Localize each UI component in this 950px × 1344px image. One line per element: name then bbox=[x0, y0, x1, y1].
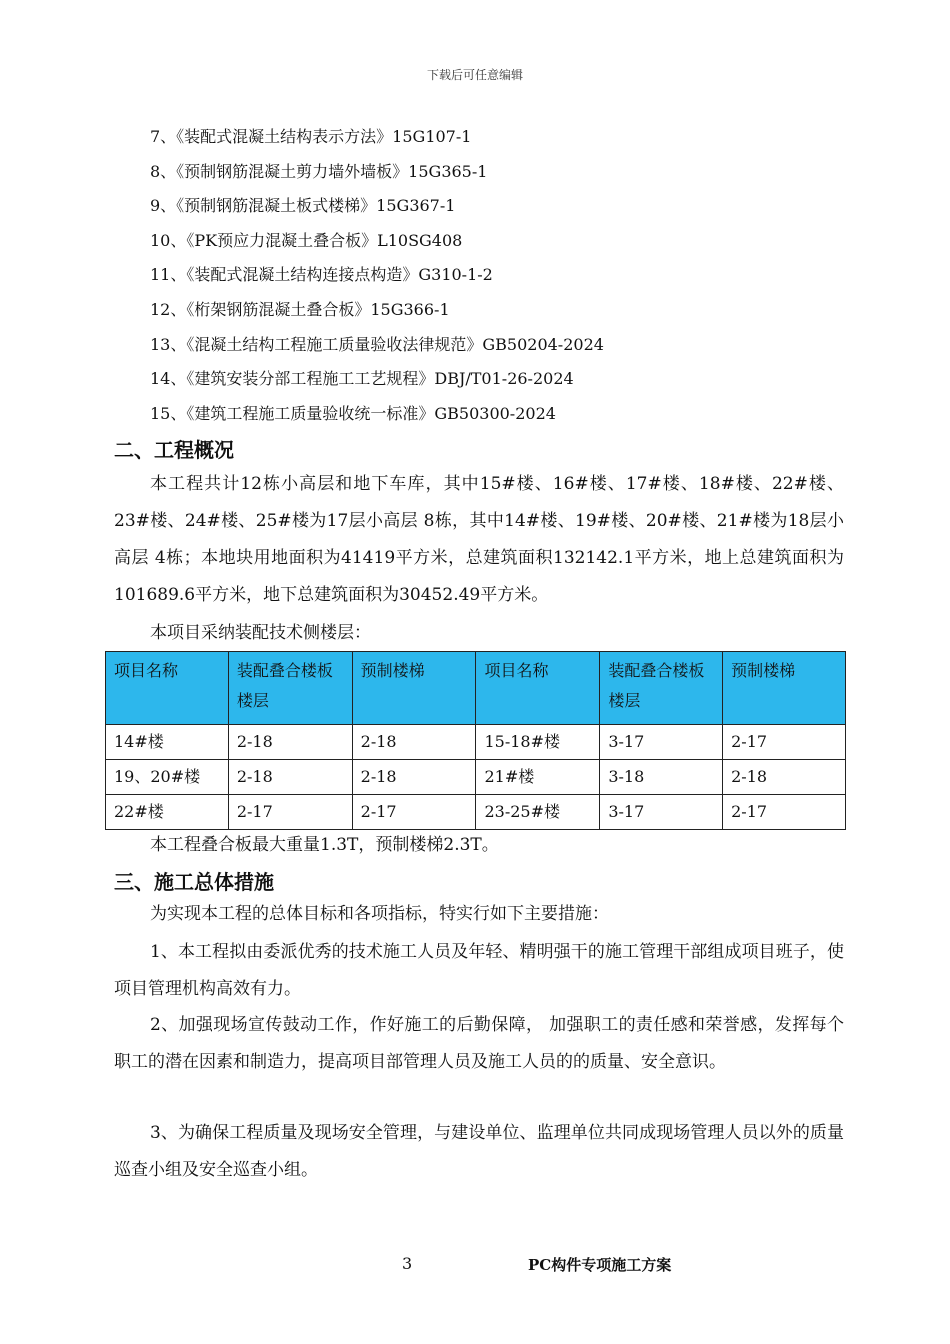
footer-doc-title: PC构件专项施工方案 bbox=[528, 1256, 672, 1274]
table-cell: 22#楼 bbox=[106, 795, 229, 830]
section-heading-measures: 三、施工总体措施 bbox=[114, 870, 274, 894]
table-cell: 2-18 bbox=[228, 760, 352, 795]
reference-item: 8、《预制钢筋混凝土剪力墙外墙板》15G365-1 bbox=[150, 161, 488, 181]
table-cell: 19、20#楼 bbox=[106, 760, 229, 795]
table-cell: 3-17 bbox=[600, 725, 723, 760]
measure-item: 2、加强现场宣传鼓动工作，作好施工的后勤保障， 加强职工的责任感和荣誉感，发挥每个职工的潜在因素和制造力，提高项目部管理人员及施工人员的的质量、安全意识。 bbox=[114, 1015, 844, 1072]
measure-item: 1、本工程拟由委派优秀的技术施工人员及年轻、精明强干的施工管理干部组成项目班子，使项目管理机构高效有力。 bbox=[114, 942, 844, 999]
table-cell: 2-17 bbox=[228, 795, 352, 830]
table-header-cell: 预制楼梯 bbox=[723, 652, 846, 725]
table-cell: 21#楼 bbox=[476, 760, 600, 795]
table-header-cell: 项目名称 bbox=[476, 652, 600, 725]
table-cell: 2-17 bbox=[352, 795, 476, 830]
table-header-row bbox=[106, 652, 846, 725]
reference-item: 7、《装配式混凝土结构表示方法》15G107-1 bbox=[150, 127, 472, 146]
table-cell: 2-18 bbox=[352, 760, 476, 795]
table-cell: 2-18 bbox=[352, 725, 476, 760]
table-cell: 23-25#楼 bbox=[476, 795, 600, 830]
table-cell: 2-17 bbox=[723, 795, 846, 830]
page-header-note: 下载后可任意编辑 bbox=[426, 68, 523, 82]
overview-paragraph: 本工程共计12栋小高层和地下车库，其中15#楼、16#楼、17#楼、18#楼、22#楼、23#楼、24#楼、25#楼为17层小高层 8栋，其中14#楼、19#楼、20#楼、21#楼为18层小高层 4栋；本地块用地面积为41419平方米，总建筑面积132142.1平方米，地上总建筑面积为101689.6平方米，地下总建筑面积为30452.49平方米。 bbox=[114, 474, 844, 605]
table-header-cell: 项目名称 bbox=[106, 652, 229, 725]
table-cell: 2-17 bbox=[723, 725, 846, 760]
table-header-cell: 装配叠合楼板楼层 bbox=[228, 652, 352, 725]
reference-list bbox=[150, 124, 604, 435]
reference-item: 9、《预制钢筋混凝土板式楼梯》15G367-1 bbox=[150, 196, 456, 216]
measures-intro: 为实现本工程的总体目标和各项指标，特实行如下主要措施： bbox=[150, 904, 609, 924]
table-row bbox=[106, 760, 846, 795]
reference-item: 14、《建筑安装分部工程施工工艺规程》DBJ/T01-26-2024 bbox=[150, 369, 574, 389]
section-heading-overview: 二、工程概况 bbox=[114, 438, 234, 462]
table-row bbox=[106, 725, 846, 760]
adopt-intro: 本项目采纳装配技术侧楼层： bbox=[150, 623, 371, 643]
page-number: 3 bbox=[402, 1254, 413, 1273]
measure-item: 3、为确保工程质量及现场安全管理，与建设单位、监理单位共同成现场管理人员以外的质量巡查小组及安全巡查小组。 bbox=[114, 1123, 844, 1180]
table-cell: 3-17 bbox=[600, 795, 723, 830]
table-cell: 2-18 bbox=[228, 725, 352, 760]
reference-item: 13、《混凝土结构工程施工质量验收法律规范》GB50204-2024 bbox=[150, 334, 604, 354]
table-cell: 14#楼 bbox=[106, 725, 229, 760]
reference-item: 11、《装配式混凝土结构连接点构造》G310-1-2 bbox=[150, 265, 493, 285]
table-header-cell: 预制楼梯 bbox=[352, 652, 476, 725]
table-header-cell: 装配叠合楼板楼层 bbox=[600, 652, 723, 725]
weight-note: 本工程叠合板最大重量1.3T，预制楼梯2.3T。 bbox=[150, 835, 499, 855]
floor-table bbox=[105, 651, 846, 830]
table-row bbox=[106, 795, 846, 830]
reference-item: 10、《PK预应力混凝土叠合板》L10SG408 bbox=[150, 230, 463, 250]
table-cell: 2-18 bbox=[723, 760, 846, 795]
table-cell: 15-18#楼 bbox=[476, 725, 600, 760]
reference-item: 12、《桁架钢筋混凝土叠合板》15G366-1 bbox=[150, 299, 450, 319]
table-cell: 3-18 bbox=[600, 760, 723, 795]
reference-item: 15、《建筑工程施工质量验收统一标准》GB50300-2024 bbox=[150, 403, 556, 423]
